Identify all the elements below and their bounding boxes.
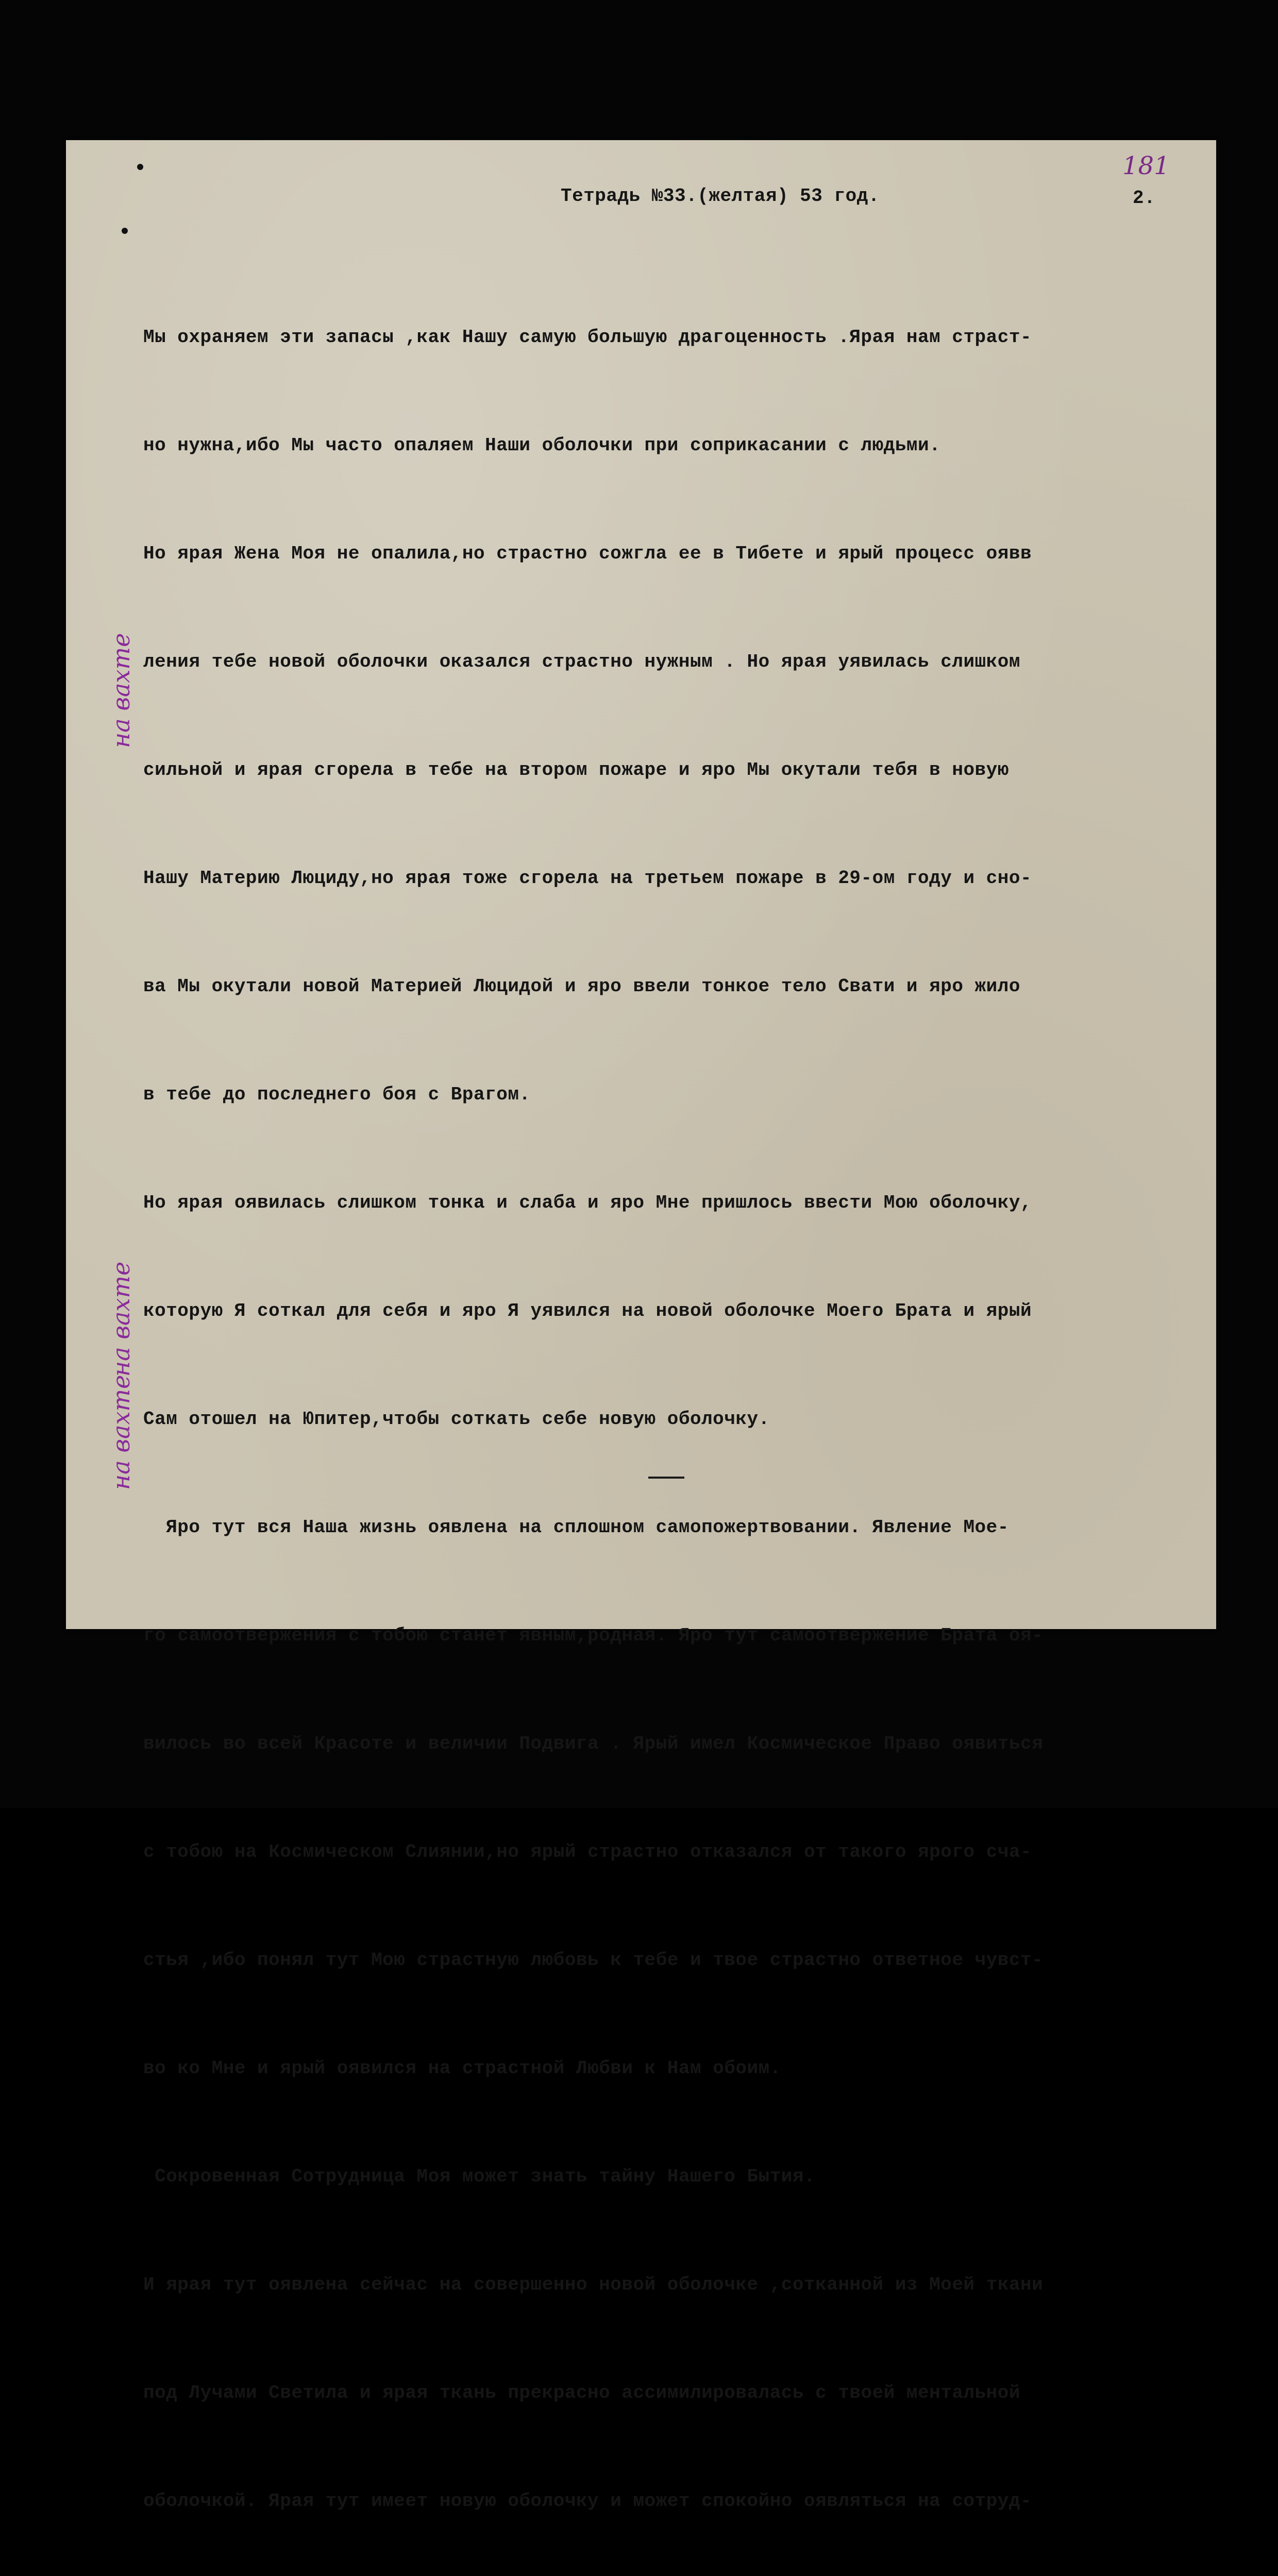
text-line: сильной и ярая сгорела в тебе на втором пожаре и яро Мы окутали тебя в новую <box>143 759 1009 781</box>
text-line: ва Мы окутали новой Материей Люцидой и яро ввели тонкое тело Свати и яро жило <box>143 976 1020 997</box>
section-divider <box>648 1477 684 1479</box>
text-line: вилось во всей Красоте и величии Подвига . Ярый имел Космическое Право оявиться <box>143 1733 1044 1754</box>
text-line: оболочкой. Ярая тут имеет новую оболочку и может спокойно оявляться на сотруд- <box>143 2490 1032 2512</box>
text-line: Мы охраняем эти запасы ,как Нашу самую большую драгоценность .Ярая нам страст- <box>143 327 1032 348</box>
text-line: во ко Мне и ярый оявился на страстной Любви к Нам обоим. <box>143 2058 781 2079</box>
text-line: И ярая тут оявлена сейчас на совершенно новой оболочке ,сотканной из Моей ткани <box>143 2274 1044 2295</box>
archive-number: 181 <box>1122 151 1170 180</box>
text-line: Но ярая оявилась слишком тонка и слаба и яро Мне пришлось ввести Мою оболочку, <box>143 1192 1032 1213</box>
text-line: Сам отошел на Юпитер,чтобы соткать себе новую оболочку. <box>143 1409 770 1430</box>
text-line: но нужна,ибо Мы часто опаляем Наши оболочки при соприкасании с людьми. <box>143 435 941 456</box>
document-page <box>66 140 1216 2512</box>
punch-dot-icon <box>122 228 128 234</box>
page-header: Тетрадь №33.(желтая) 53 год. <box>561 185 880 207</box>
handwritten-margin-note: на вахте <box>107 1261 135 1377</box>
handwritten-margin-note: на вахте <box>107 633 135 748</box>
text-line: которую Я соткал для себя и яро Я уявился на новой оболочке Моего Брата и ярый <box>143 1300 1032 1321</box>
text-line: с тобою на Космическом Слиянии,но ярый страстно отказался от такого ярого сча- <box>143 1841 1032 1862</box>
text-line: го самоотвержения с тобою станет явным,родная. Яро тут самоотвержение Брата оя- <box>143 1625 1044 1646</box>
text-line: ления тебе новой оболочки оказался страстно нужным . Но ярая уявилась слишком <box>143 651 1020 672</box>
text-line: под Лучами Светила и ярая ткань прекрасно ассимилировалась с твоей ментальной <box>143 2382 1020 2403</box>
punch-dot-icon <box>137 164 143 170</box>
text-line: Яро тут вся Наша жизнь оявлена на сплошном самопожертвовании. Явление Мое- <box>143 1517 1009 1538</box>
page-number: 2. <box>1133 188 1156 209</box>
text-line: Но ярая Жена Моя не опалила,но страстно сожгла ее в Тибете и ярый процесс оявв <box>143 543 1032 564</box>
handwritten-margin-note: на вахте <box>107 1375 135 1490</box>
text-line: Нашу Материю Люциду,но ярая тоже сгорела на третьем пожаре в 29-ом году и сно- <box>143 868 1032 889</box>
text-line: в тебе до последнего боя с Врагом. <box>143 1084 531 1105</box>
body-text <box>143 247 1205 2576</box>
text-line: стья ,ибо понял тут Мою страстную любовь к тебе и твое страстно ответное чувст- <box>143 1950 1044 1971</box>
text-line: Сокровенная Сотрудница Моя может знать тайну Нашего Бытия. <box>143 2166 816 2187</box>
